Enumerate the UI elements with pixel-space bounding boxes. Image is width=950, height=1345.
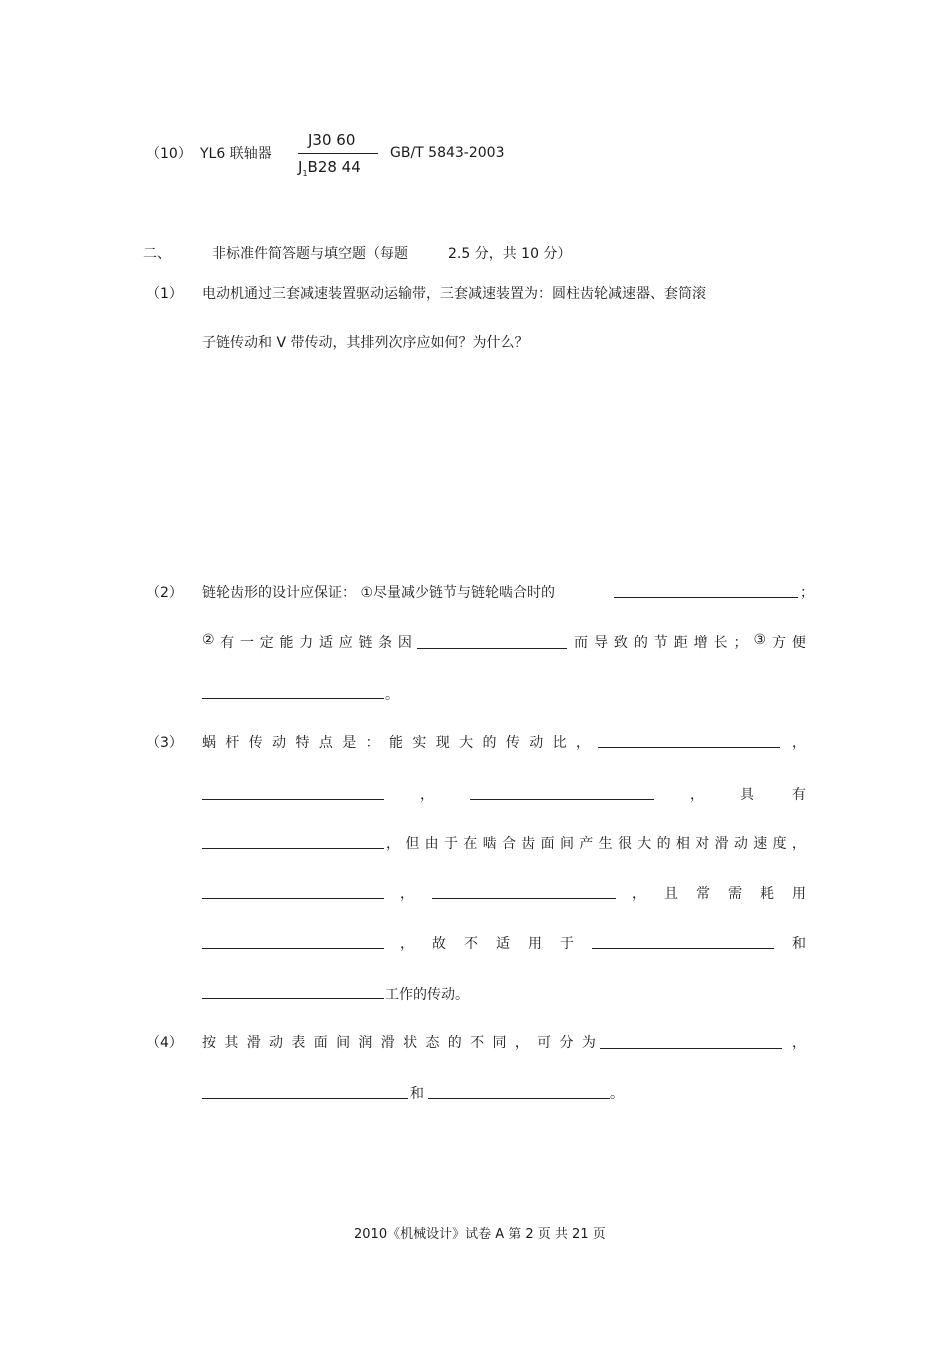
item-number: （10）	[146, 146, 192, 162]
q3-line-4-text: 且 常 需 耗 用	[664, 886, 806, 902]
fraction-numerator: J30 60	[308, 131, 356, 149]
answer-blank[interactable]	[470, 799, 654, 800]
q3-line-2-comma-2: ，	[690, 787, 704, 803]
answer-blank[interactable]	[202, 998, 384, 999]
answer-blank[interactable]	[417, 648, 567, 649]
answer-blank[interactable]	[428, 1098, 610, 1099]
standard-code: GB/T 5843-2003	[390, 145, 505, 161]
q3-line-5-he: 和	[792, 936, 806, 952]
q3-line-2-ju: 具	[740, 787, 754, 803]
q3-line-2-comma-1: ，	[420, 787, 434, 803]
q2-line-2-end: 而 导 致 的 节 距 增 长 ； ③ 方 便	[574, 632, 806, 651]
answer-blank[interactable]	[202, 898, 384, 899]
q2-line-2-start: ② 有 一 定 能 力 适 应 链 条 因	[202, 632, 412, 651]
section-number: 二、	[143, 246, 171, 262]
question-number-4: （4）	[146, 1035, 183, 1051]
q3-line-1-text: 蜗 杆 传 动 特 点 是 ： 能 实 现 大 的 传 动 比 ，	[202, 735, 590, 751]
q3-line-5-comma: ，	[400, 936, 414, 952]
answer-blank[interactable]	[598, 747, 780, 748]
answer-blank[interactable]	[202, 848, 384, 849]
q1-line-2: 子链传动和 V 带传动，其排列次序应如何？为什么？	[202, 335, 529, 351]
q3-line-6-end: 工作的传动。	[385, 987, 469, 1003]
question-number-2: （2）	[146, 585, 183, 601]
answer-blank[interactable]	[202, 698, 384, 699]
question-number-1: （1）	[146, 286, 183, 302]
q1-line-1: 电动机通过三套减速装置驱动运输带，三套减速装置为：圆柱齿轮减速器、套筒滚	[202, 286, 706, 302]
q2-line-1-text: 链轮齿形的设计应保证： ①尽量减少链节与链轮啮合时的	[202, 585, 555, 601]
q3-line-1-end: ，	[792, 735, 806, 751]
q3-line-4-comma-1: ，	[400, 886, 414, 902]
q3-line-4-comma-2: ，	[632, 886, 646, 902]
answer-blank[interactable]	[202, 948, 384, 949]
q4-line-2-he: 和	[410, 1086, 424, 1102]
answer-blank[interactable]	[592, 948, 774, 949]
q3-line-5-text: 故 不 适 用 于	[432, 936, 574, 952]
q2-line-1-end: ；	[800, 585, 814, 601]
q4-line-1-end: ，	[792, 1035, 806, 1051]
q2-line-3-end: 。	[385, 687, 399, 703]
question-number-3: （3）	[146, 735, 183, 751]
fraction-denominator: $J_1B28$ 44	[298, 158, 361, 178]
q4-line-1-text: 按 其 滑 动 表 面 间 润 滑 状 态 的 不 同 ， 可 分 为	[202, 1035, 596, 1051]
answer-blank[interactable]	[202, 799, 384, 800]
q4-line-2-end: 。	[610, 1086, 624, 1102]
page-footer: 2010《机械设计》试卷 A 第 2 页 共 21 页	[354, 1227, 606, 1242]
answer-blank[interactable]	[600, 1048, 782, 1049]
q3-line-2-you: 有	[792, 787, 806, 803]
answer-blank[interactable]	[432, 898, 616, 899]
q3-line-3-text: ， 但 由 于 在 啮 合 齿 面 间 产 生 很 大 的 相 对 滑 动 速 度 ，	[386, 836, 806, 852]
fraction-line	[298, 153, 378, 154]
answer-blank[interactable]	[202, 1098, 408, 1099]
coupling-name: YL6 联轴器	[200, 146, 272, 162]
section-score: 2.5 分，共 10 分）	[448, 246, 572, 262]
section-title: 非标准件简答题与填空题（每题	[212, 246, 408, 262]
answer-blank[interactable]	[614, 597, 798, 598]
